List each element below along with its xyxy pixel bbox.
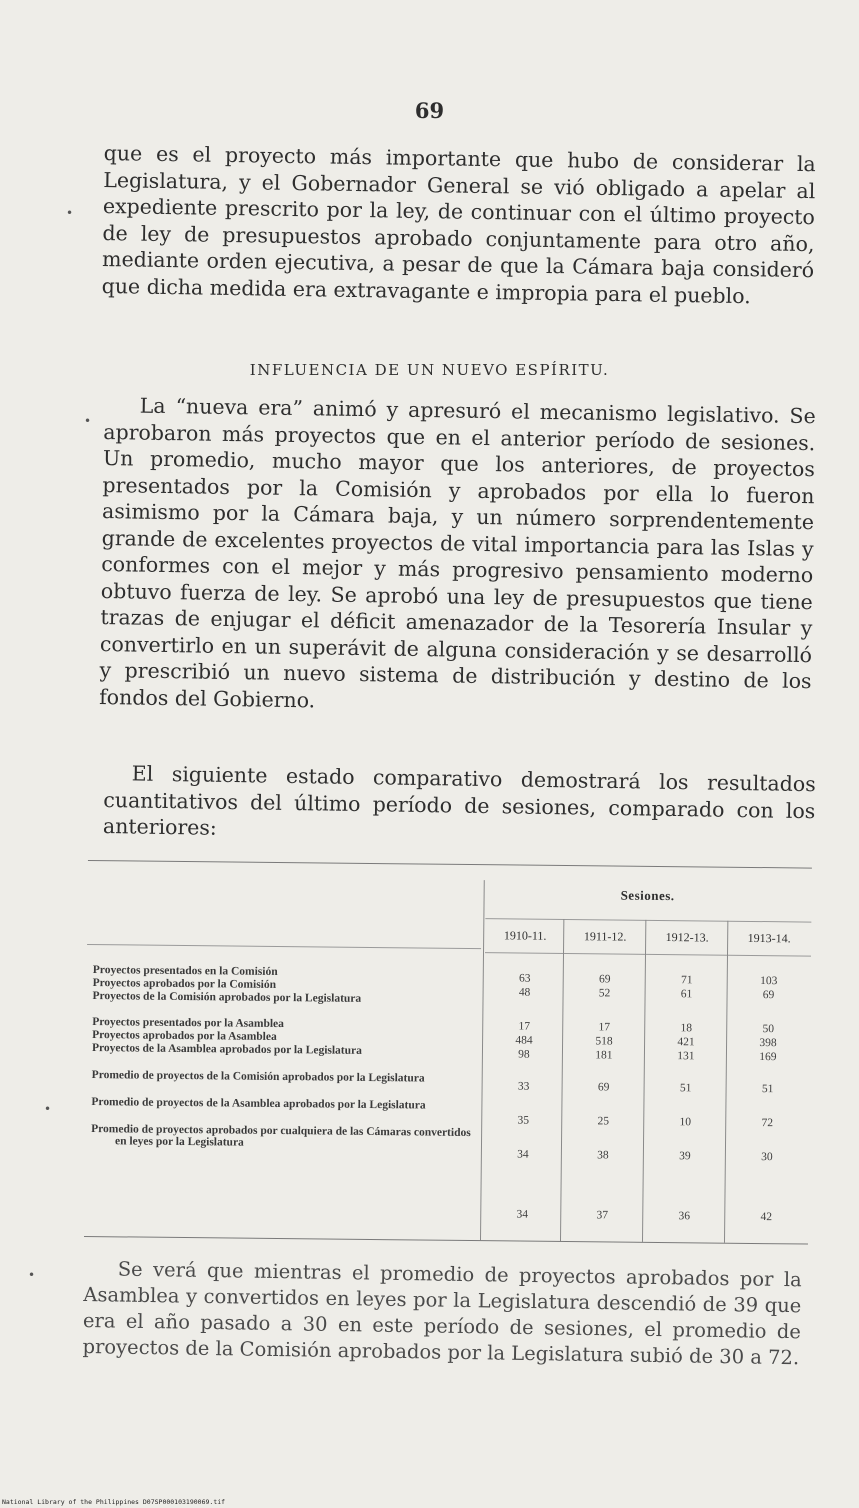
table-row-label: Proyectos aprobados por la Comisión (92, 977, 277, 991)
table-row-label: Promedio de proyectos de la Asamblea aprobados por la Legislatura (91, 1096, 426, 1112)
year-header: 1913-14. (747, 930, 791, 946)
paragraph-1: que es el proyecto más importante que hubo de considerar la Legislatura, y el Gobernador General se vió obligado a apelar al expediente prescrito por la ley, de continuar con el último proyecto de ley de presupuestos aprobado conjuntamente para otro año, mediante orden ejecutiva, a pesar de que la Cámara baja consideró que dicha medida era extravagante e impropia para el pueblo. (101, 140, 816, 308)
table-cell: 69 (762, 989, 775, 1002)
table-cell: 17 (518, 1020, 531, 1033)
table-cell: 63 (518, 972, 531, 985)
table-cell: 42 (760, 1211, 773, 1224)
table-cell: 61 (680, 988, 693, 1001)
paragraph-2: La “nueva era” animó y apresuró el mecanismo legislativo. Se aprobaron más proyectos que en el anterior período de sesiones. Un promedio, mucho mayor que los anteriores, de proyectos presentados por la Comisión y aprobados por ella lo fueron asimismo por la Cámara baja, y un número sorprendentemente grande de excelentes proyectos de vital importancia para las Islas y conformes con el mejor y más progresivo pensamiento moderno obtuvo fuerza de ley. Se aprobó una ley de presupuestos que tiene trazas de enjugar el déficit amenazador de la Tesorería Insular y convertirlo en un superávit de alguna consideración y se desarrolló y prescribió un nuevo sistema de distribución y destino de los fondos del Gobierno. (99, 393, 816, 712)
margin-mark: • (44, 1102, 52, 1116)
page-number: 69 (414, 98, 445, 123)
table-rule-label-header (87, 944, 481, 949)
table-rule-group (485, 918, 811, 922)
table-cell: 50 (762, 1023, 775, 1036)
table-cell: 25 (597, 1115, 610, 1128)
table-row-label: Proyectos aprobados por la Asamblea (92, 1029, 277, 1043)
table-cell: 30 (761, 1151, 773, 1164)
table-cell: 71 (680, 974, 693, 987)
table-cell: 69 (598, 973, 611, 986)
table-cell: 103 (760, 975, 778, 988)
table-rule-bottom (84, 1236, 808, 1245)
table-cell: 421 (677, 1036, 695, 1049)
table-cell: 33 (517, 1080, 530, 1093)
table-cell: 37 (596, 1209, 609, 1222)
table-cell: 398 (759, 1037, 777, 1050)
year-header: 1910-11. (503, 928, 547, 943)
margin-mark: • (66, 206, 74, 220)
margin-mark: • (84, 414, 92, 428)
table-cell: 98 (518, 1048, 530, 1061)
table-cell: 72 (761, 1117, 774, 1130)
table-cell: 169 (759, 1051, 777, 1064)
table-cell: 181 (595, 1049, 613, 1062)
table-cell: 10 (679, 1116, 692, 1129)
table-row-label: Proyectos presentados por la Asamblea (92, 1016, 284, 1031)
comparison-table (84, 856, 812, 1260)
table-row-label: Proyectos de la Comisión aprobados por la Legislatura (92, 990, 362, 1005)
table-cell: 18 (680, 1022, 693, 1035)
table-cell: 484 (515, 1034, 533, 1047)
paragraph-3: El siguiente estado comparativo demostrará los resultados cuantitativos del último período de sesiones, comparado con los anteriores: (102, 761, 816, 840)
table-cell: 51 (679, 1082, 692, 1095)
table-row-label: Promedio de proyectos aprobados por cualquiera de las Cámaras convertidos en leyes por la Legislatura (91, 1123, 471, 1149)
table-rule-top (88, 860, 812, 869)
table-rule-years (485, 952, 811, 956)
table-cell: 51 (761, 1083, 774, 1096)
table-row-label: Proyectos de la Asamblea aprobados por la Legislatura (91, 1042, 362, 1057)
table-cell: 131 (677, 1050, 695, 1063)
margin-mark: • (28, 1268, 36, 1282)
section-heading: INFLUENCIA DE UN NUEVO ESPÍRITU. (249, 361, 610, 379)
table-cell: 35 (517, 1114, 530, 1127)
table-cell: 69 (597, 1081, 610, 1094)
table-cell: 17 (598, 1021, 611, 1034)
table-cell: 39 (679, 1150, 691, 1163)
year-header: 1912-13. (665, 930, 709, 945)
table-group-header: Sesiones. (620, 887, 675, 904)
table-cell: 34 (517, 1148, 529, 1161)
scan-footer: National Library of the Philippines D07SP000103190069.tif (2, 1498, 226, 1506)
table-cell: 52 (598, 987, 611, 1000)
table-cell: 38 (597, 1149, 609, 1162)
table-row-label: Promedio de proyectos de la Comisión aprobados por la Legislatura (91, 1069, 425, 1085)
year-header: 1911-12. (583, 929, 627, 944)
table-row-label: Proyectos presentados en la Comisión (92, 964, 278, 978)
table-cell: 34 (516, 1208, 529, 1221)
paragraph-4: Se verá que mientras el promedio de proyectos aprobados por la Asamblea y convertidos en leyes por la Legislatura descendió de 39 que era el año pasado a 30 en este período de sesiones, el promedio de proyectos de la Comisión aprobados por la Legislatura subió de 30 a 72. (82, 1257, 802, 1370)
table-cell: 518 (595, 1035, 613, 1048)
table-cell: 36 (678, 1210, 691, 1223)
table-cell: 48 (518, 986, 531, 999)
